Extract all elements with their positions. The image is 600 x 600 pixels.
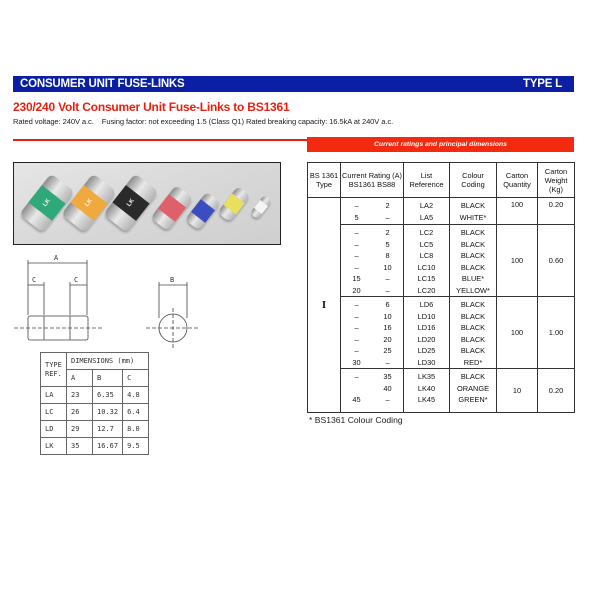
carton-qty: 100: [497, 198, 538, 225]
carton-weight: 1.00: [538, 297, 575, 369]
fuse-green-icon: LK: [19, 173, 75, 232]
dimensions-header: DIMENSIONS (mm): [67, 353, 149, 370]
group-lc: – 2 – 5 – 8 – 10 15 – 20 – LC2 LC5 LC8 LC10 LC15 LC20 BLACK BLACK BLACK BLACK BLUE* YELLOW* 100 0.60: [308, 225, 575, 297]
label-c-left: C: [32, 276, 37, 284]
label-a: A: [54, 254, 59, 262]
group-lk: – 35 40 45 – LK35 LK40 LK45 BLACK ORANGE GREEN* 10 0.20: [308, 369, 575, 413]
col-a: A: [67, 370, 93, 387]
carton-weight: 0.20: [538, 198, 575, 225]
section-title-bar: [13, 76, 574, 92]
fuse-links-photo: [13, 162, 281, 245]
current-ratings-table: [307, 162, 575, 413]
fuse-white-icon: [250, 194, 273, 219]
carton-qty: 10: [497, 369, 538, 413]
type-label: TYPE L: [522, 78, 562, 90]
header-carton-weight: Carton Weight (Kg): [538, 163, 575, 198]
section-title: CONSUMER UNIT FUSE-LINKS: [20, 78, 185, 90]
header-list-reference: List Reference: [404, 163, 450, 198]
dimensions-table: [40, 352, 149, 455]
group-la: I – 2 5 – LA2 LA5 BLACK WHITE* 100 0.20: [308, 198, 575, 225]
product-subtitle: 230/240 Volt Consumer Unit Fuse-Links to BS1361: [13, 100, 290, 114]
fuse-black-icon: LK: [103, 173, 159, 232]
carton-qty: 100: [497, 297, 538, 369]
rated-specs: Rated voltage: 240V a.c. Fusing factor: not exceeding 1.5 (Class Q1) Rated breaking capacity: 16.5kA at 240V a.c.: [13, 117, 394, 126]
table-row: LC 26 10.32 6.4: [41, 404, 149, 421]
carton-weight: 0.20: [538, 369, 575, 413]
divider-line: [13, 139, 308, 141]
label-c-right: C: [74, 276, 79, 284]
ratings-banner: Current ratings and principal dimensions: [307, 137, 574, 152]
table-row: LK 35 16.67 9.5: [41, 438, 149, 455]
table-row: LD 29 12.7 8.0: [41, 421, 149, 438]
carton-weight: 0.60: [538, 225, 575, 297]
header-type: BS 1361 Type: [308, 163, 341, 198]
header-colour-coding: Colour Coding: [450, 163, 497, 198]
fuse-dimension-drawing: [10, 250, 210, 350]
fuse-yellow-icon: [217, 186, 251, 223]
header-current-rating: Current Rating (A) BS1361 BS88: [341, 163, 404, 198]
fuse-orange-icon: LK: [61, 173, 117, 232]
colour-coding-footnote: * BS1361 Colour Coding: [309, 415, 403, 425]
col-b: B: [93, 370, 123, 387]
label-b: B: [170, 276, 175, 284]
carton-qty: 100: [497, 225, 538, 297]
table-row: LA 23 6.35 4.8: [41, 387, 149, 404]
header-carton-quantity: Carton Quantity: [497, 163, 538, 198]
group-ld: – 6 – 10 – 16 – 20 – 25 30 – LD6 LD10 LD16 LD20 LD25 LD30 BLACK BLACK BLACK BLACK BLACK RED* 100 1.00: [308, 297, 575, 369]
col-c: C: [123, 370, 149, 387]
type-value: I: [308, 198, 341, 413]
type-ref-header: TYPE REF.: [41, 353, 67, 387]
